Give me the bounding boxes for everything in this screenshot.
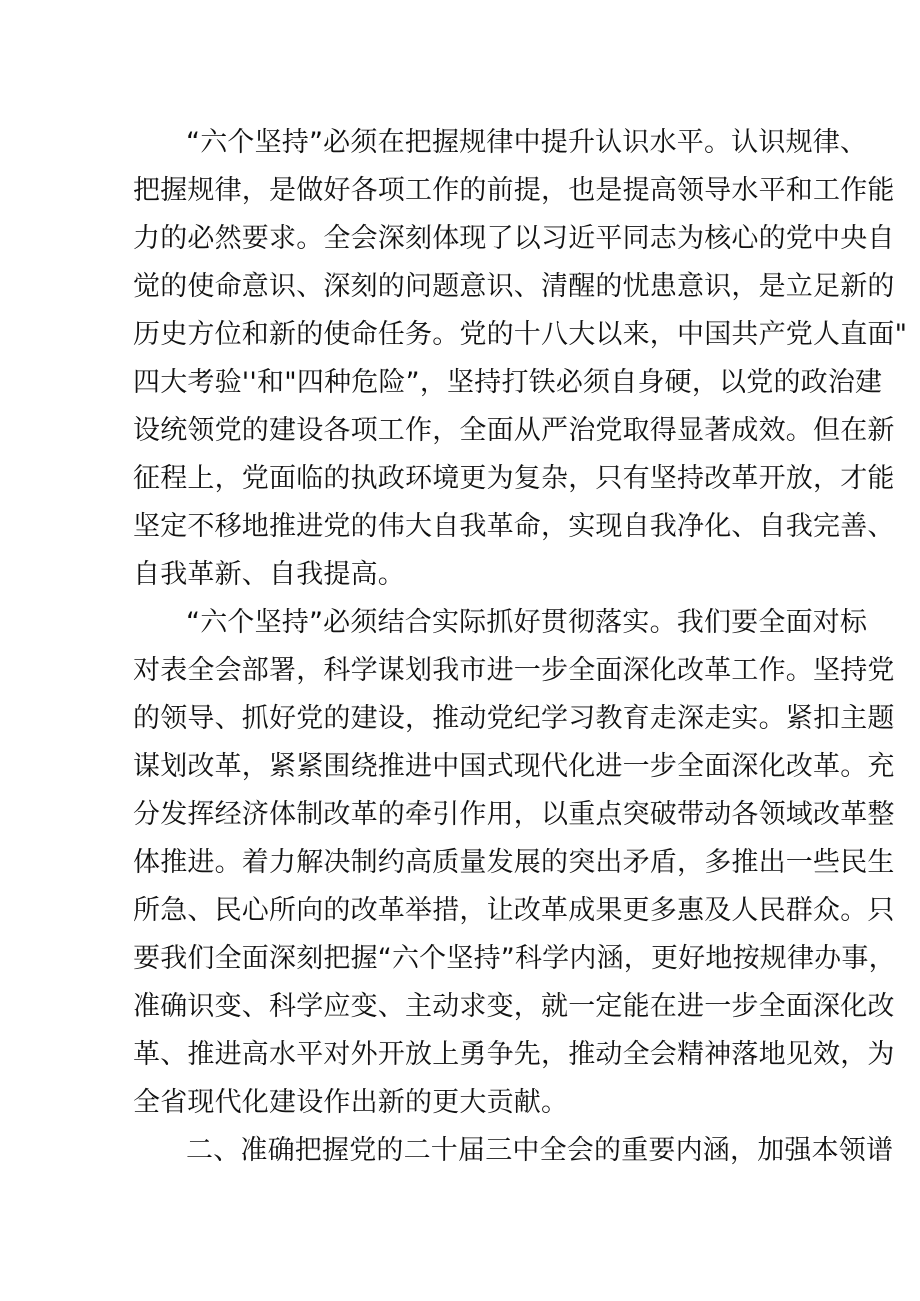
paragraph-1-line-10: 自我革新、自我提高。 (133, 559, 405, 590)
paragraph-1-line-4: 觉的使命意识、深刻的问题意识、清醒的忧患意识，是立足新的 (133, 271, 895, 302)
paragraph-2-line-7: 所急、民心所向的改革举措，让改革成果更多惠及人民群众。只 (133, 895, 895, 926)
paragraph-2-line-2: 对表全会部署，科学谋划我市进一步全面深化改革工作。坚持党 (133, 655, 895, 686)
section-heading-2: 二、准确把握党的二十届三中全会的重要内涵，加强本领谱 (186, 1135, 894, 1166)
paragraph-2-line-8: 要我们全面深刻把握“六个坚持”科学内涵，更好地按规律办事， (133, 943, 896, 974)
paragraph-1-line-6: 四大考验''和"四种危险”，坚持打铁必须自身硬，以党的政治建 (133, 367, 883, 398)
paragraph-1-line-1: “六个坚持”必须在把握规律中提升认识水平。认识规律、 (186, 127, 868, 158)
paragraph-2-line-6: 体推进。着力解决制约高质量发展的突出矛盾，多推出一些民生 (133, 847, 895, 878)
paragraph-2-line-10: 革、推进高水平对外开放上勇争先，推动全会精神落地见效，为 (133, 1039, 895, 1070)
paragraph-1-line-3: 力的必然要求。全会深刻体现了以习近平同志为核心的党中央自 (133, 223, 895, 254)
paragraph-1-line-2: 把握规律，是做好各项工作的前提，也是提高领导水平和工作能 (133, 175, 895, 206)
paragraph-1-line-5: 历史方位和新的使命任务。党的十八大以来，中国共产党人直面" (133, 319, 908, 350)
paragraph-1-line-7: 设统领党的建设各项工作，全面从严治党取得显著成效。但在新 (133, 415, 895, 446)
paragraph-2-line-9: 准确识变、科学应变、主动求变，就一定能在进一步全面深化改 (133, 991, 895, 1022)
paragraph-1-line-9: 坚定不移地推进党的伟大自我革命，实现自我净化、自我完善、 (133, 511, 895, 542)
paragraph-2-line-3: 的领导、抓好党的建设，推动党纪学习教育走深走实。紧扣主题 (133, 703, 895, 734)
paragraph-2-line-11: 全省现代化建设作出新的更大贡献。 (133, 1087, 569, 1118)
paragraph-2-line-1: “六个坚持”必须结合实际抓好贯彻落实。我们要全面对标 (186, 607, 868, 638)
paragraph-2-line-5: 分发挥经济体制改革的牵引作用，以重点突破带动各领域改革整 (133, 799, 895, 830)
paragraph-1-line-8: 征程上，党面临的执政环境更为复杂，只有坚持改革开放，才能 (133, 463, 895, 494)
paragraph-2-line-4: 谋划改革，紧紧围绕推进中国式现代化进一步全面深化改革。充 (133, 751, 895, 782)
